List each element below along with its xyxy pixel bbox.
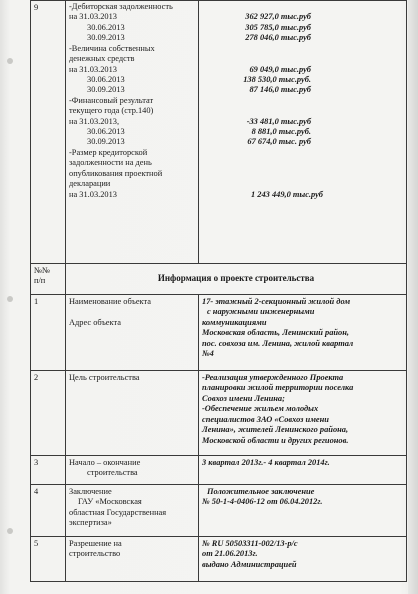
label-line: 30.09.2013 xyxy=(87,137,125,147)
column-number-header xyxy=(31,264,66,295)
financial-indicators-labels xyxy=(66,1,199,264)
label-line: 30.06.2013 xyxy=(87,22,125,32)
label-line: экспертиза» xyxy=(69,518,112,528)
payables-value: 1 243 449,0 тыс.руб xyxy=(251,189,323,199)
label-line: Разрешение на xyxy=(69,539,122,548)
row-number: 1 xyxy=(31,295,66,371)
row-value xyxy=(199,537,407,582)
binder-hole xyxy=(7,58,13,64)
value-line: №4 xyxy=(202,349,214,359)
label-line: областная Государственная xyxy=(69,507,167,517)
value-line: Московской области и других регионов. xyxy=(202,435,349,445)
label-line: 30.09.2013 xyxy=(87,85,125,95)
row-label xyxy=(66,295,199,371)
table-row-1 xyxy=(31,295,407,371)
financial-result-value: -33 481,0 тыс.руб xyxy=(246,116,311,126)
value-line: № RU 50503311-002/13-р/с xyxy=(202,539,298,548)
value-line: планировки жилой территории поселка xyxy=(202,383,354,393)
financial-result-value: 8 881,0 тыс.руб. xyxy=(251,127,311,137)
number-header-line: №№ xyxy=(34,266,50,275)
value-line: с наружными инженерными xyxy=(207,307,315,317)
value-line: 17- этажный 2-секционный жилой дом xyxy=(202,297,351,306)
label-line: строительства xyxy=(87,468,138,478)
label-line: 30.06.2013 xyxy=(87,74,125,84)
row-number: 4 xyxy=(31,485,66,537)
label-line: Начало – окончание xyxy=(69,458,141,467)
row-number: 9 xyxy=(31,1,66,264)
number-header-line: п/п xyxy=(34,276,46,286)
value-line: Ленина», жителей Ленинского района, xyxy=(202,425,349,435)
label-line: -Дебиторская задолженность xyxy=(69,2,173,11)
label-line: -Размер кредиторской xyxy=(69,147,148,157)
row-number: 5 xyxy=(31,537,66,582)
financial-indicators-values xyxy=(199,1,407,264)
label-line: Заключение xyxy=(69,487,112,496)
label-line: 30.09.2013 xyxy=(87,33,125,43)
label-line: на 31.03.2013, xyxy=(69,116,120,126)
value-line: от 21.06.2013г. xyxy=(202,549,258,559)
label-line: -Финансовый результат xyxy=(69,95,154,105)
value-line: специалистов ЗАО «Совхоз имени xyxy=(202,414,329,424)
row-value xyxy=(199,456,407,485)
label-line: на 31.03.2013 xyxy=(69,189,117,199)
label-line: денежных средств xyxy=(69,54,135,64)
value-line: -Реализация утвержденного Проекта xyxy=(202,373,344,382)
table-row-5 xyxy=(31,537,407,582)
row-label xyxy=(66,371,199,456)
row-value xyxy=(199,295,407,371)
row-value xyxy=(199,371,407,456)
value-line: Положительное заключение xyxy=(207,487,315,496)
label-line: строительство xyxy=(69,549,121,559)
page-edge xyxy=(408,0,418,594)
binder-hole xyxy=(7,528,13,534)
table-row-9 xyxy=(31,1,407,264)
receivables-value: 305 785,0 тыс.руб xyxy=(245,22,311,32)
row-label xyxy=(66,537,199,582)
value-line: выдано Администрацией xyxy=(202,559,297,569)
label-line: текущего года (стр.140) xyxy=(69,106,154,116)
label-line: на 31.03.2013 xyxy=(69,12,117,22)
section-title-cell xyxy=(66,264,407,295)
cash-value: 87 146,0 тыс.руб xyxy=(249,85,311,95)
label-line: Цель строительства xyxy=(69,373,140,382)
table-row-4 xyxy=(31,485,407,537)
value-line: Московская область, Ленинский район, xyxy=(202,328,349,338)
row-label xyxy=(66,485,199,537)
value-line: 3 квартал 2013г.- 4 квартал 2014г. xyxy=(202,458,330,467)
cash-value: 138 530,0 тыс.руб. xyxy=(243,74,311,84)
value-line: № 50-1-4-0406-12 от 06.04.2012г. xyxy=(202,497,323,507)
binder-hole xyxy=(7,296,13,302)
label-line: на 31.03.2013 xyxy=(69,64,117,74)
receivables-value: 362 927,0 тыс.руб xyxy=(245,12,311,22)
value-line: коммуникациями xyxy=(202,317,267,327)
label-line: декларации xyxy=(69,179,111,189)
value-line: Совхоз имени Ленина; xyxy=(202,393,285,403)
label-line: задолженности на день xyxy=(69,158,152,168)
value-line: -Обеспечение жильем молодых xyxy=(202,404,319,414)
section-header-row xyxy=(31,264,407,295)
cash-value: 69 049,0 тыс.руб xyxy=(249,64,311,74)
table-row-2 xyxy=(31,371,407,456)
label-line: ГАУ «Московская xyxy=(78,497,142,507)
label-line: опубликования проектной xyxy=(69,168,163,178)
row-number: 2 xyxy=(31,371,66,456)
row-label xyxy=(66,456,199,485)
section-title: Информация о проекте строительства xyxy=(157,273,315,284)
label-line: -Величина собственных xyxy=(69,43,155,53)
receivables-value: 278 046,0 тыс.руб xyxy=(245,33,311,43)
table-row-3 xyxy=(31,456,407,485)
label-line: 30.06.2013 xyxy=(87,127,125,137)
label-line: Наименование объекта xyxy=(69,297,151,306)
row-number: 3 xyxy=(31,456,66,485)
value-line: пос. совхоза им. Ленина, жилой квартал xyxy=(202,338,354,348)
project-declaration-table xyxy=(30,0,407,582)
financial-result-value: 67 674,0 тыс. руб xyxy=(247,137,311,147)
label-line: Адрес объекта xyxy=(69,317,121,327)
row-value xyxy=(199,485,407,537)
